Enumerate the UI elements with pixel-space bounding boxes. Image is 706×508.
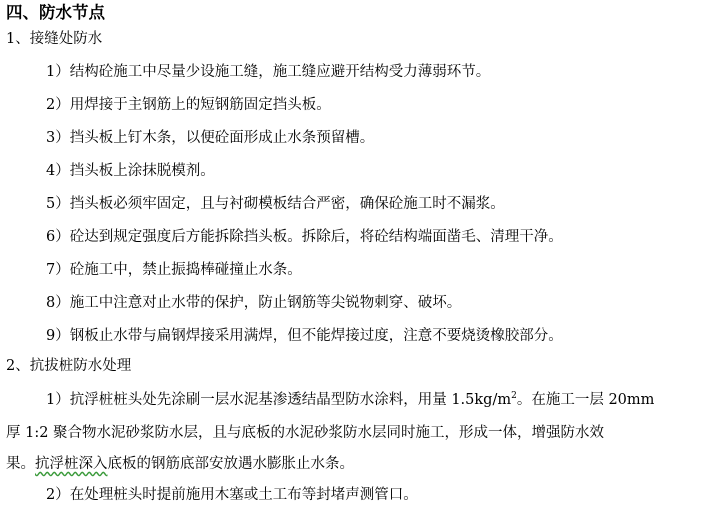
- list-item: 7）砼施工中，禁止振捣棒碰撞止水条。: [46, 262, 302, 278]
- subsection-title-anti-uplift-pile: 2、抗拔桩防水处理: [6, 358, 132, 374]
- paragraph-text: 底板的钢筋底部安放遇水膨胀止水条。: [107, 456, 354, 472]
- paragraph-text: 1）抗浮桩桩头处先涂刷一层水泥基渗透结晶型防水涂料，用量 1.5kg/m: [46, 392, 512, 408]
- paragraph-line: [6, 454, 354, 474]
- list-item: 4）挡头板上涂抹脱模剂。: [46, 163, 215, 179]
- list-item: 2）在处理桩头时提前施用木塞或土工布等封堵声测管口。: [46, 487, 418, 503]
- superscript: 2: [511, 391, 517, 402]
- paragraph-line: [46, 390, 654, 410]
- paragraph-line: 厚 1:2 聚合物水泥砂浆防水层，且与底板的水泥砂浆防水层同时施工，形成一体，增强防水效: [6, 425, 605, 441]
- section-heading: 四、防水节点: [6, 3, 105, 22]
- list-item: 2）用焊接于主钢筋上的短钢筋固定挡头板。: [46, 97, 331, 113]
- list-item: 9）钢板止水带与扁钢焊接采用满焊，但不能焊接过度，注意不要烧烫橡胶部分。: [46, 328, 563, 344]
- paragraph-text: 果。: [6, 456, 35, 472]
- list-item: 8）施工中注意对止水带的保护，防止钢筋等尖锐物刺穿、破坏。: [46, 295, 462, 311]
- list-item: 1）结构砼施工中尽量少设施工缝，施工缝应避开结构受力薄弱环节。: [46, 64, 491, 80]
- paragraph-text: 。在施工一层 20mm: [516, 392, 655, 408]
- list-item: 3）挡头板上钉木条，以便砼面形成止水条预留槽。: [46, 130, 375, 146]
- list-item: 5）挡头板必须牢固定，且与衬砌模板结合严密，确保砼施工时不漏浆。: [46, 196, 505, 212]
- subsection-title-joint-waterproofing: 1、接缝处防水: [6, 31, 103, 47]
- list-item: 6）砼达到规定强度后方能拆除挡头板。拆除后，将砼结构端面凿毛、清理干净。: [46, 229, 563, 245]
- spellcheck-underlined-text: 抗浮桩深入: [35, 456, 108, 472]
